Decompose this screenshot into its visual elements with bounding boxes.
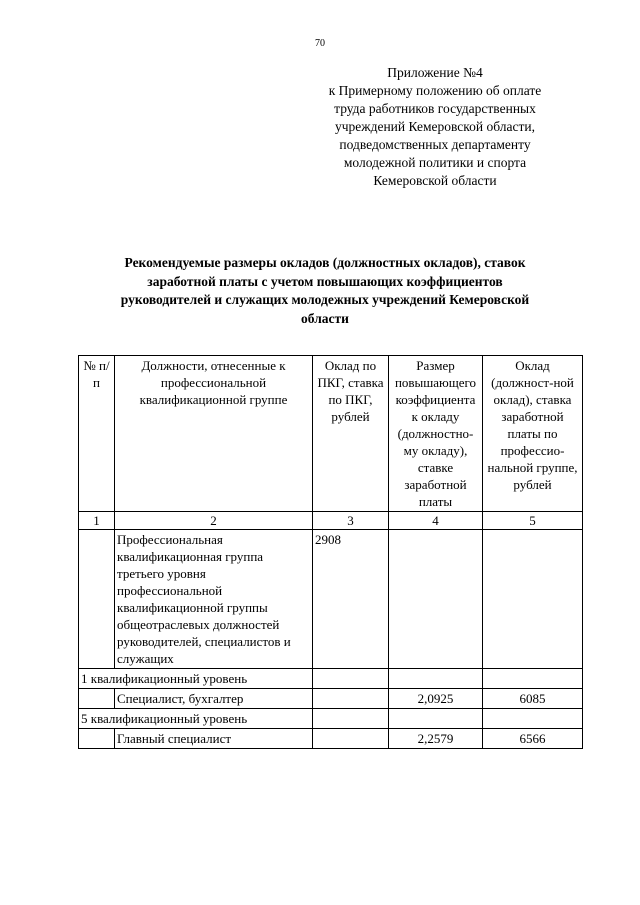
document-title [80,254,570,328]
empty-cell [79,729,115,749]
title-line: области [301,310,349,326]
page-number: 70 [315,38,325,49]
header-base-salary: Оклад по ПКГ, ставка по ПКГ, рублей [313,356,389,512]
total-salary-value: 6085 [483,689,583,709]
column-number: 2 [115,512,313,530]
group-name: Профессиональная квалификационная группа третьего уровня профессиональной квалификационной группы общеотраслевых должностей руководителей, специалистов и служащих [115,530,313,669]
appendix-line: Приложение №4 [387,65,483,80]
title-line: заработной платы с учетом повышающих коэффициентов [147,273,503,289]
header-coefficient: Размер повышающего коэффициента к окладу (должностно-му окладу), ставке заработной платы [389,356,483,512]
table-row [79,669,583,689]
empty-cell [79,689,115,709]
appendix-line: к Примерному положению об оплате [328,83,542,98]
empty-cell [389,669,483,689]
empty-cell [483,669,583,689]
position-name: Специалист, бухгалтер [115,689,313,709]
empty-cell [313,689,389,709]
table-row [79,689,583,709]
empty-cell [313,729,389,749]
appendix-line: молодежной политики и спорта [343,155,527,170]
table-row [79,530,583,669]
column-number: 1 [79,512,115,530]
appendix-line: труда работников государственных [334,101,536,116]
empty-cell [483,709,583,729]
table-row [79,709,583,729]
empty-cell [313,669,389,689]
header-position: Должности, отнесенные к профессиональной квалификационной группе [115,356,313,512]
column-number: 3 [313,512,389,530]
total-salary-value: 6566 [483,729,583,749]
coefficient-value: 2,2579 [389,729,483,749]
appendix-line: подведомственных департаменту [339,137,531,152]
salary-table [78,355,583,749]
empty-cell [389,709,483,729]
table-header-row [79,356,583,512]
column-number: 5 [483,512,583,530]
qualification-level-label: 5 квалификационный уровень [79,709,313,729]
title-line: Рекомендуемые размеры окладов (должностных окладов), ставок [124,255,526,270]
empty-cell [313,709,389,729]
empty-cell [389,530,483,669]
table-row [79,729,583,749]
appendix-line: Кемеровской области [373,173,497,188]
position-name: Главный специалист [115,729,313,749]
coefficient-value: 2,0925 [389,689,483,709]
qualification-level-label: 1 квалификационный уровень [79,669,313,689]
header-number: № п/п [79,356,115,512]
appendix-line: учреждений Кемеровской области, [334,119,536,134]
empty-cell [79,530,115,669]
appendix-header [300,64,570,190]
empty-cell [483,530,583,669]
column-number: 4 [389,512,483,530]
group-salary: 2908 [313,530,389,669]
column-number-row [79,512,583,530]
header-total-salary: Оклад (должност-ной оклад), ставка заработной платы по профессио-нальной группе, рублей [483,356,583,512]
title-line: руководителей и служащих молодежных учреждений Кемеровской [120,292,530,307]
